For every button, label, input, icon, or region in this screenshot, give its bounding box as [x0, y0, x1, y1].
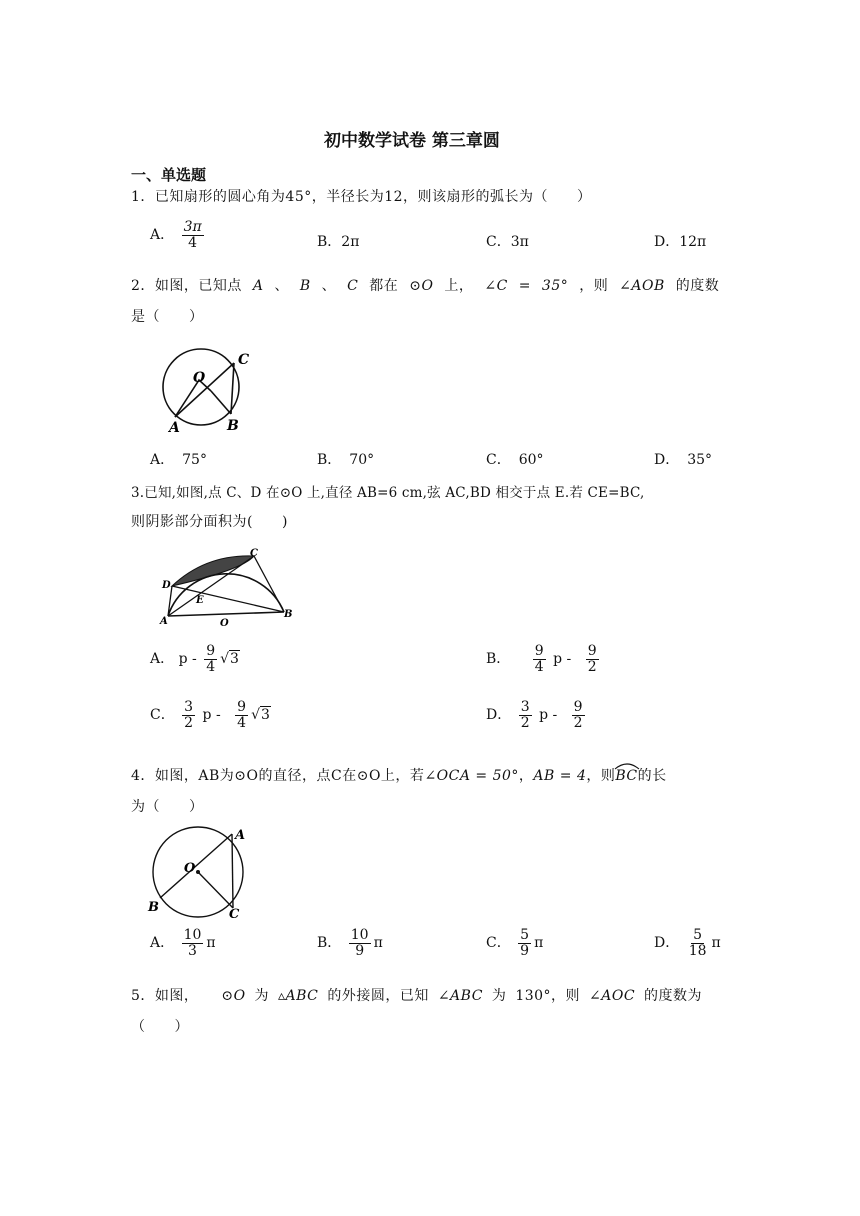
q2-text: 的度数: [675, 278, 720, 294]
option-value: 3π: [510, 234, 529, 250]
numerator: 5: [693, 927, 703, 943]
numerator: 9: [587, 643, 597, 659]
angle-condition: ∠OCA = 50°: [424, 768, 519, 784]
q4-figure: [146, 826, 256, 918]
question-4-text-line2: 为（ ）: [131, 799, 204, 815]
center-point: [196, 870, 200, 874]
option-label: A．: [150, 651, 175, 668]
denominator: 9: [520, 942, 530, 959]
numerator: 10: [350, 927, 369, 943]
fraction: [182, 700, 195, 730]
denominator: 9: [355, 942, 365, 959]
chord-ob: [211, 391, 231, 414]
numerator: 9: [237, 699, 247, 715]
option-value: 75°: [182, 452, 207, 468]
denominator: 3: [188, 942, 197, 959]
q5-text: 为 130°，则: [491, 988, 581, 1004]
numerator: 3π: [183, 219, 202, 235]
question-3-text: 3.已知,如图,点 C、D 在⊙O 上,直径 AB=6 cm,弦 AC,BD 相交于点 E.若 CE=BC,: [131, 485, 645, 501]
q4-option-c[interactable]: [486, 928, 543, 958]
question-3-text-line2: 则阴影部分面积为( ): [131, 514, 288, 530]
fraction: [533, 644, 546, 674]
label-a: A: [169, 420, 180, 436]
fraction: [182, 928, 204, 958]
q2-figure: [155, 344, 265, 436]
q1-option-c[interactable]: [486, 231, 529, 251]
question-1-text: 1．已知扇形的圆心角为45°，半径长为12，则该扇形的弧长为（ ）: [131, 189, 592, 205]
q3-option-d[interactable]: [486, 700, 588, 730]
chord-bd: [172, 586, 284, 612]
q3-option-a[interactable]: [150, 644, 240, 674]
denominator: 2: [184, 714, 194, 731]
option-label: C．: [486, 234, 511, 250]
chord-bc: [254, 556, 284, 612]
point-c: C: [347, 278, 359, 294]
fraction: [687, 928, 709, 958]
denominator: 4: [188, 234, 198, 251]
option-value: 60°: [518, 452, 544, 468]
separator: 、: [274, 278, 289, 294]
fraction: [204, 644, 217, 674]
q2-text: ，则: [579, 278, 609, 294]
option-label: C．: [486, 935, 511, 952]
question-5-text: [131, 985, 702, 1005]
q2-option-b[interactable]: [317, 449, 374, 469]
fraction: [235, 700, 248, 730]
label-c: C: [250, 548, 258, 559]
diameter-ab: [168, 612, 284, 616]
q4-option-a[interactable]: [150, 928, 216, 958]
option-text: p -: [539, 707, 558, 724]
numerator: 9: [534, 643, 544, 659]
denominator: 2: [520, 714, 530, 731]
point-b: B: [299, 278, 311, 294]
label-o: O: [184, 861, 196, 876]
q3-option-b[interactable]: [486, 644, 602, 674]
radicand: 3: [230, 651, 239, 668]
question-4-text: [131, 765, 667, 785]
option-label: C．: [150, 707, 175, 724]
q4-option-b[interactable]: [317, 928, 383, 958]
radicand: 3: [261, 707, 270, 724]
option-label: B．: [317, 935, 342, 952]
option-label: D．: [654, 935, 680, 952]
q2-text: 上，: [444, 278, 474, 294]
question-2-text: [131, 275, 719, 295]
fraction: [349, 928, 371, 958]
q5-text: 的外接圆，已知: [327, 988, 429, 1004]
option-value: 2π: [341, 234, 360, 250]
pi-symbol: π: [534, 935, 544, 952]
option-text: p -: [178, 651, 197, 668]
option-value: 35°: [687, 452, 713, 468]
q1-option-a[interactable]: [150, 220, 207, 250]
length-condition: AB = 4: [533, 768, 587, 784]
label-c: C: [238, 352, 250, 368]
denominator: 4: [237, 714, 247, 731]
option-label: A．: [150, 452, 175, 468]
option-label: D．: [654, 452, 680, 468]
chord-ac: [232, 834, 233, 908]
fraction: [182, 220, 204, 250]
question-5-text-line2: （ ）: [131, 1019, 189, 1035]
label-b: B: [284, 609, 293, 620]
radius-oc: [198, 872, 233, 908]
denominator: 2: [587, 658, 597, 675]
label-b: B: [148, 900, 159, 915]
point-a: A: [252, 278, 264, 294]
section-heading: 一、单选题: [131, 166, 207, 184]
diameter-ba: [160, 834, 232, 898]
q2-text: 2．如图，已知点: [131, 278, 242, 294]
option-text: p -: [553, 651, 572, 668]
q3-figure: [158, 546, 294, 626]
q2-option-d[interactable]: [654, 449, 712, 469]
q3-option-c[interactable]: [150, 700, 271, 730]
pi-symbol: π: [206, 935, 216, 952]
numerator: 10: [183, 927, 202, 943]
q4-text: ，: [518, 768, 534, 784]
angle-condition: ∠C = 35°: [484, 278, 569, 294]
angle-abc: ∠ABC: [437, 988, 483, 1004]
arc-bc: [615, 768, 637, 784]
label-e: E: [196, 595, 204, 606]
q2-option-c[interactable]: [486, 449, 544, 469]
denominator: 18: [688, 942, 707, 959]
numerator: 9: [206, 643, 216, 659]
label-c: C: [229, 907, 240, 918]
page-title: 初中数学试卷 第三章圆: [324, 131, 500, 151]
q5-text: 的度数为: [643, 988, 702, 1004]
denominator: 4: [206, 658, 216, 675]
q1-option-b[interactable]: [317, 231, 359, 251]
label-d: D: [162, 580, 171, 591]
option-text: p -: [202, 707, 221, 724]
q4-option-d[interactable]: [654, 928, 721, 958]
q5-text: 5．如图，: [131, 988, 199, 1004]
numerator: 5: [520, 927, 530, 943]
circle: [163, 349, 239, 425]
option-label: D．: [486, 707, 512, 724]
q2-option-a[interactable]: [150, 449, 207, 469]
option-label: A．: [150, 227, 175, 244]
label-a: A: [235, 828, 246, 843]
pi-symbol: π: [711, 935, 721, 952]
triangle-abc: ▵ABC: [278, 988, 319, 1004]
fraction: [586, 644, 599, 674]
angle-aoc: ∠AOC: [589, 988, 636, 1004]
sqrt: √3: [220, 651, 239, 668]
option-label: C．: [486, 452, 511, 468]
circle-symbol: ⊙O: [409, 278, 434, 294]
separator: 、: [321, 278, 337, 294]
q5-text: 为: [254, 988, 270, 1004]
fraction: [519, 700, 532, 730]
shaded-region: [172, 556, 254, 586]
angle-target: ∠AOB: [619, 278, 665, 294]
label-o: O: [220, 618, 229, 626]
option-value: 70°: [349, 452, 375, 468]
option-label: B．: [486, 651, 511, 668]
option-label: A．: [150, 935, 175, 952]
q1-option-d[interactable]: [654, 231, 706, 251]
fraction: [518, 928, 531, 958]
q4-text: 的长: [637, 768, 667, 784]
numerator: 3: [520, 699, 530, 715]
option-label: B．: [317, 452, 342, 468]
q2-text: 都在: [369, 278, 399, 294]
label-b: B: [227, 418, 239, 434]
arc-mark: [614, 762, 640, 770]
option-value: 12π: [679, 234, 707, 250]
label-o: O: [193, 370, 206, 386]
numerator: 3: [184, 699, 194, 715]
circle-symbol: ⊙O: [221, 988, 246, 1004]
denominator: 4: [534, 658, 544, 675]
fraction: [572, 700, 585, 730]
arc-label: BC: [615, 768, 638, 784]
option-label: B．: [317, 234, 342, 250]
q4-text: 4．如图，AB为⊙O的直径，点C在⊙O上，若: [131, 768, 425, 784]
denominator: 2: [573, 714, 583, 731]
option-label: D．: [654, 234, 680, 250]
q4-text: ，则: [586, 768, 616, 784]
label-a: A: [160, 616, 168, 626]
question-2-text-line2: 是（ ）: [131, 309, 204, 325]
pi-symbol: π: [373, 935, 383, 952]
numerator: 9: [573, 699, 583, 715]
sqrt: √3: [251, 707, 270, 724]
